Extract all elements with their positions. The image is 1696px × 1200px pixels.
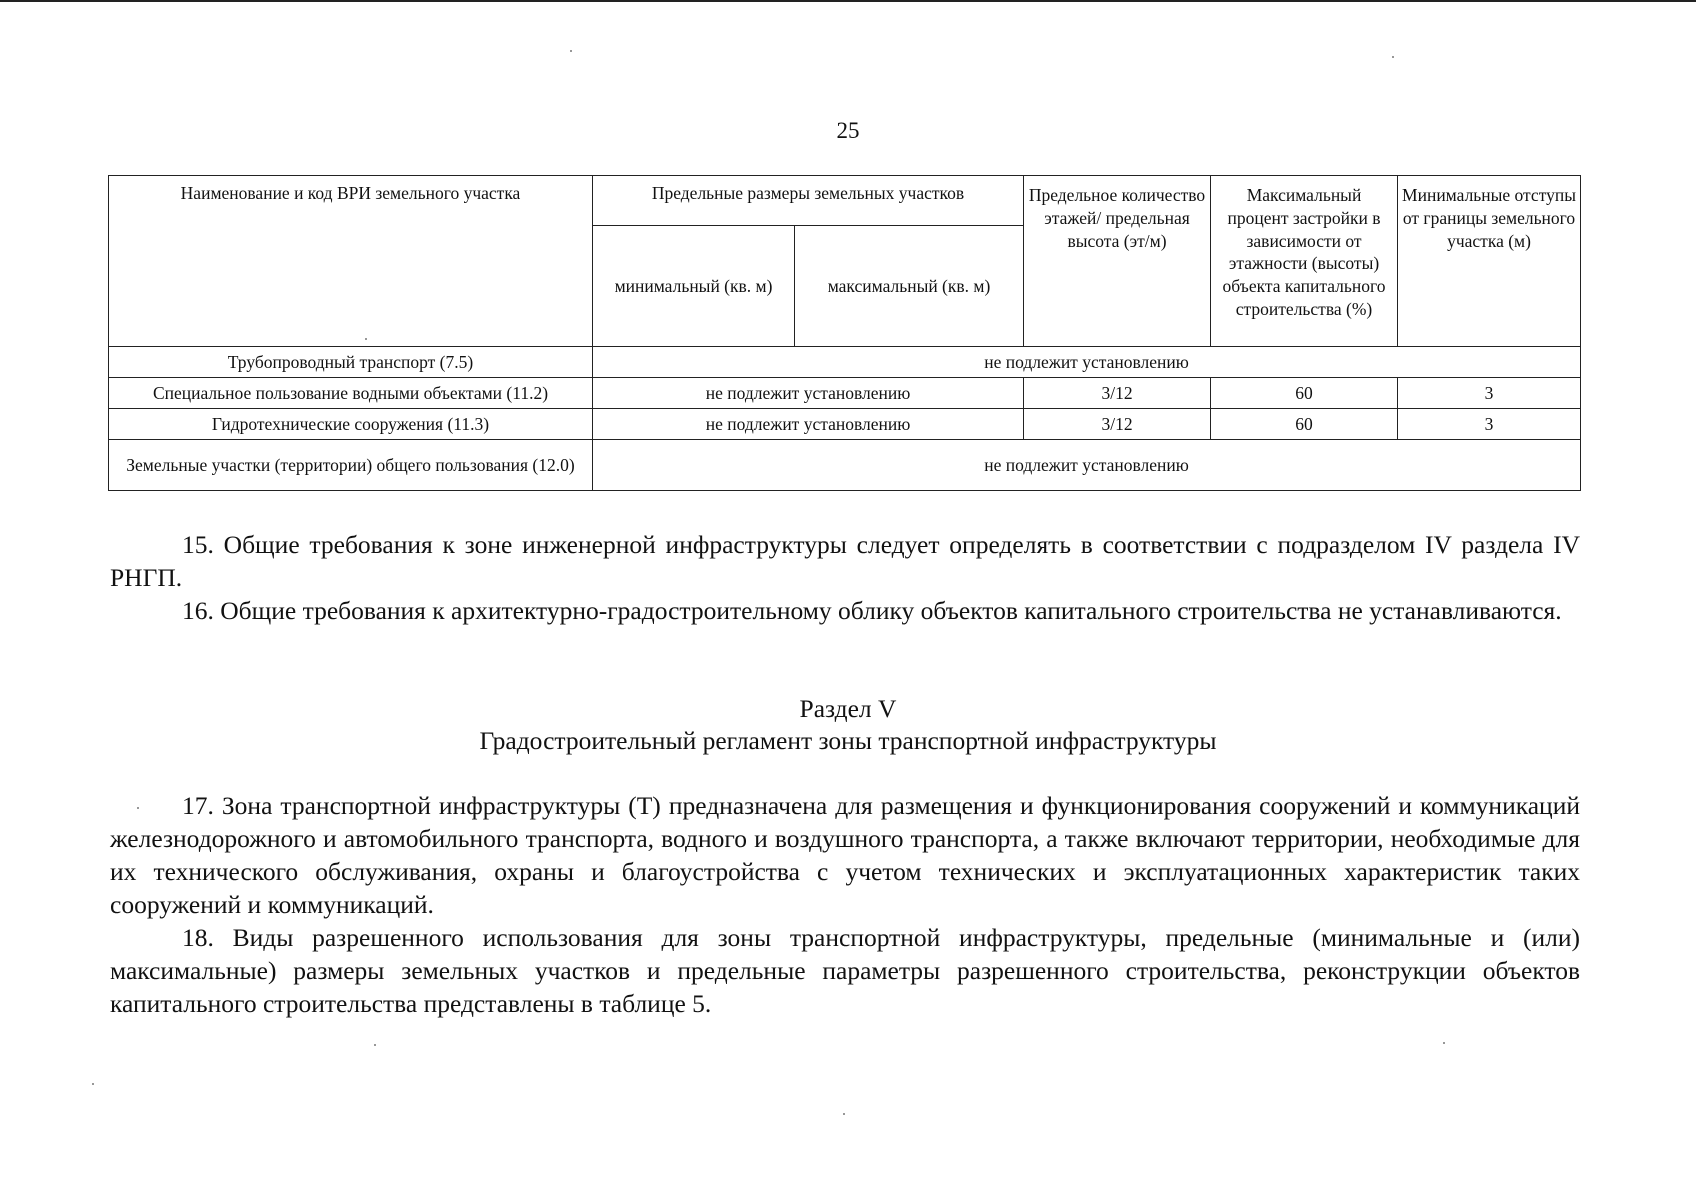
header-min-size: минимальный (кв. м)	[593, 226, 795, 347]
row-name: Гидротехнические сооружения (11.3)	[109, 409, 593, 440]
row-setbacks: 3	[1398, 409, 1581, 440]
row-sizes: не подлежит установлению	[593, 409, 1024, 440]
paragraph-15: 15. Общие требования к зоне инженерной инфраструктуры следует определять в соответствии с подразделом IV раздела IV РНГП.	[110, 530, 1580, 592]
scan-speck	[137, 807, 139, 809]
scan-speck	[365, 338, 367, 340]
paragraph-17: 17. Зона транспортной инфраструктуры (Т) предназначена для размещения и функционирования сооружений и коммуникаций железнодорожного и автомобильного транспорта, водного и воздушного транспорта, а также включают территории, необходимые для их технического обслуживания, охраны и благоустройства с учетом технических и эксплуатационных характеристик таких сооружений и коммуникаций.	[110, 791, 1580, 919]
paragraphs-15-16	[110, 528, 1580, 627]
scan-speck	[374, 1044, 376, 1046]
page-number: 25	[836, 118, 860, 143]
row-merged-value: не подлежит установлению	[593, 347, 1581, 378]
scan-speck	[570, 50, 572, 52]
row-setbacks: 3	[1398, 378, 1581, 409]
scan-speck	[1443, 1042, 1445, 1044]
row-name: Трубопроводный транспорт (7.5)	[109, 347, 593, 378]
table-row	[109, 409, 1581, 440]
table-row	[109, 347, 1581, 378]
section-title: Градостроительный регламент зоны транспортной инфраструктуры	[479, 726, 1217, 755]
scan-speck	[1392, 56, 1394, 58]
paragraph-16: 16. Общие требования к архитектурно-градостроительному облику объектов капитального строительства не устанавливаются.	[182, 596, 1562, 625]
land-use-table	[108, 175, 1581, 491]
table-row	[109, 440, 1581, 491]
row-merged-value: не подлежит установлению	[593, 440, 1581, 491]
row-floors: 3/12	[1024, 409, 1211, 440]
header-max-size: максимальный (кв. м)	[795, 226, 1024, 347]
header-name: Наименование и код ВРИ земельного участка	[109, 176, 593, 347]
row-name: Специальное пользование водными объектами (11.2)	[109, 378, 593, 409]
header-setbacks: Минимальные отступы от границы земельного участка (м)	[1398, 176, 1581, 347]
scan-edge-line	[0, 0, 1696, 2]
table-row	[109, 378, 1581, 409]
paragraphs-17-18	[110, 789, 1580, 1020]
header-coverage: Максимальный процент застройки в зависимости от этажности (высоты) объекта капитального строительства (%)	[1211, 176, 1398, 347]
row-coverage: 60	[1211, 378, 1398, 409]
header-plot-sizes: Предельные размеры земельных участков	[593, 176, 1024, 226]
scan-speck	[843, 1113, 845, 1115]
row-coverage: 60	[1211, 409, 1398, 440]
row-sizes: не подлежит установлению	[593, 378, 1024, 409]
scan-speck	[92, 1083, 94, 1085]
section-label: Раздел V	[799, 694, 897, 723]
header-floors: Предельное количество этажей/ предельная высота (эт/м)	[1024, 176, 1211, 347]
row-floors: 3/12	[1024, 378, 1211, 409]
table-header-row	[109, 176, 1581, 226]
paragraph-18: 18. Виды разрешенного использования для зоны транспортной инфраструктуры, предельные (минимальные и (или) максимальные) размеры земельных участков и предельные параметры разрешенного строительства, реконструкции объектов капитального строительства представлены в таблице 5.	[110, 923, 1580, 1018]
row-name: Земельные участки (территории) общего пользования (12.0)	[109, 440, 593, 491]
